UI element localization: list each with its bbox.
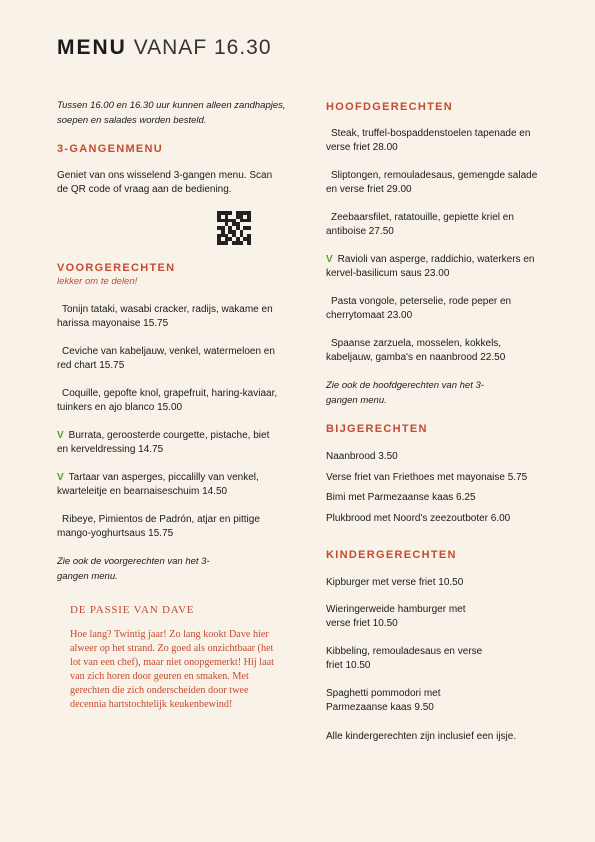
title-bold: MENU (57, 36, 127, 59)
bijgerechten-heading: BIJGERECHTEN (326, 423, 428, 435)
kindergerechten-heading: KINDERGERECHTEN (326, 549, 457, 561)
voorgerecht-item: Ceviche van kabeljauw, venkel, watermeloen en red chart 15.75 (57, 346, 275, 371)
bijgerecht-item: Naanbrood 3.50 (326, 451, 398, 462)
vegetarian-marker: V (326, 254, 333, 265)
hoofdgerechten-note: Zie ook de hoofdgerechten van het 3-gangen menu. (326, 380, 484, 406)
voorgerecht-item: Ribeye, Pimientos de Padrón, atjar en pittige mango-yoghurtsaus 15.75 (57, 514, 260, 539)
hoofdgerecht-item: Steak, truffel-bospaddenstoelen tapenade en verse friet 28.00 (326, 128, 531, 153)
kindergerechten-note: Alle kindergerechten zijn inclusief een ijsje. (326, 731, 517, 742)
page-title (57, 36, 272, 60)
voorgerecht-item: Tonijn tataki, wasabi cracker, radijs, wakame en harissa mayonaise 15.75 (57, 304, 273, 329)
voorgerechten-heading: VOORGERECHTEN (57, 262, 176, 274)
voorgerechten-note: Zie ook de voorgerechten van het 3-gangen menu. (57, 556, 210, 582)
kindergerecht-item: Spaghetti pommodori met Parmezaanse kaas 9.50 (326, 688, 441, 713)
hoofdgerechten-heading: HOOFDGERECHTEN (326, 101, 453, 113)
bijgerecht-item: Plukbrood met Noord's zeezoutboter 6.00 (326, 513, 511, 524)
kindergerecht-item: Kibbeling, remouladesaus en verse friet 10.50 (326, 646, 483, 671)
passie-heading: DE PASSIE VAN DAVE (70, 604, 195, 616)
intro-note: Tussen 16.00 en 16.30 uur kunnen alleen zandhapjes, soepen en salades worden besteld. (57, 100, 286, 126)
passie-text: Hoe lang? Twintig jaar! Zo lang kookt Dave hier alweer op het strand. Zo goed als onzichtbaar (het lot van een chef), maar niet onopgemerkt! Hij laat van zich horen door geuren en smaken. Met gerechten die zich onderscheiden door twee decennia hartstochtelijk keukenbewind! (70, 629, 274, 710)
voorgerecht-item-vegetarian: V Burrata, geroosterde courgette, pistache, biet en kerveldressing 14.75 (57, 430, 270, 455)
vegetarian-marker: V (57, 472, 64, 483)
bijgerecht-item: Verse friet van Friethoes met mayonaise 5.75 (326, 472, 528, 483)
voorgerecht-item-vegetarian: V Tartaar van asperges, piccalilly van venkel, kwarteleitje en bearnaiseschuim 14.50 (57, 472, 259, 497)
three-course-heading: 3-GANGENMENU (57, 143, 164, 155)
kindergerecht-item: Wieringerweide hamburger met verse friet 10.50 (326, 604, 466, 629)
voorgerechten-subheading: lekker om te delen! (57, 276, 138, 287)
voorgerecht-item: Coquille, gepofte knol, grapefruit, haring-kaviaar, tuinkers en ajo blanco 15.00 (57, 388, 278, 413)
hoofdgerecht-item: Sliptongen, remouladesaus, gemengde salade en verse friet 29.00 (326, 170, 538, 195)
hoofdgerecht-item: Spaanse zarzuela, mosselen, kokkels, kabeljauw, gamba's en naanbrood 22.50 (326, 338, 506, 363)
three-course-text: Geniet van ons wisselend 3-gangen menu. Scan de QR code of vraag aan de bediening. (57, 170, 273, 195)
bijgerecht-item: Bimi met Parmezaanse kaas 6.25 (326, 492, 476, 503)
qr-code-icon (217, 211, 251, 245)
title-light: VANAF 16.30 (133, 36, 272, 59)
hoofdgerecht-item: Pasta vongole, peterselie, rode peper en cherrytomaat 23.00 (326, 296, 512, 321)
vegetarian-marker: V (57, 430, 64, 441)
passie-section (70, 604, 285, 712)
hoofdgerecht-item-vegetarian: V Ravioli van asperge, raddichio, waterkers en kervel-basilicum saus 23.00 (326, 254, 535, 279)
kindergerecht-item: Kipburger met verse friet 10.50 (326, 577, 464, 588)
hoofdgerecht-item: Zeebaarsfilet, ratatouille, gepiette kriel en antiboise 27.50 (326, 212, 514, 237)
